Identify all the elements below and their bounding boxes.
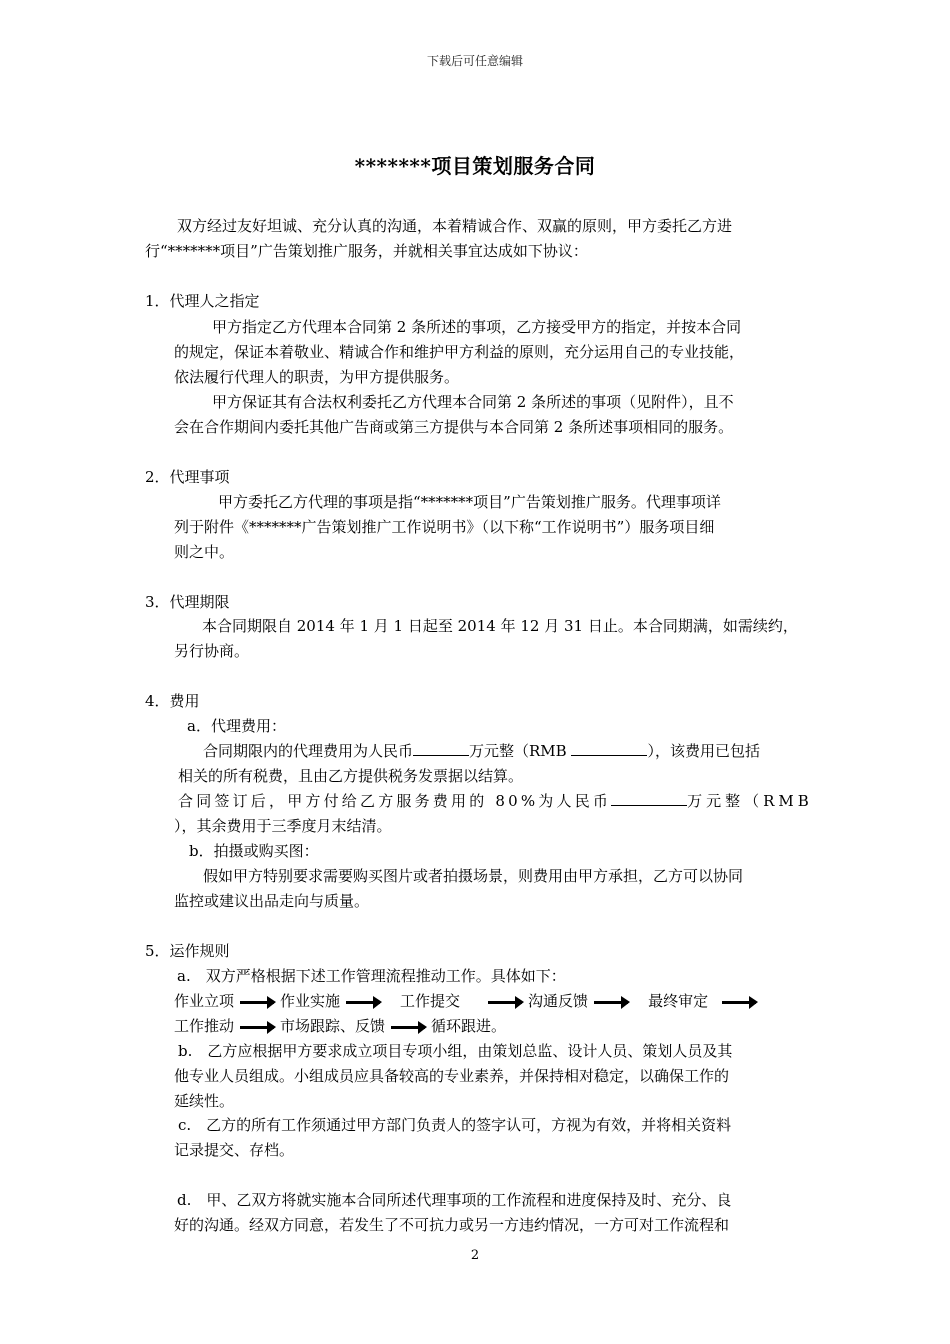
paragraph-line: a. 双方严格根据下述工作管理流程推动工作。具体如下：: [177, 967, 566, 985]
fee-line: [203, 740, 760, 762]
workflow-row: [174, 1015, 506, 1037]
fee-text: ），该费用已包括: [647, 742, 760, 760]
section-heading: 1．代理人之指定: [145, 292, 260, 310]
fee-text: 万元整（RMB: [687, 792, 813, 810]
arrow-right-icon: [240, 1026, 274, 1029]
paragraph-line: 甲方指定乙方代理本合同第 2 条所述的事项，乙方接受甲方的指定，并按本合同: [212, 318, 742, 336]
paragraph-line: c. 乙方的所有工作须通过甲方部门负责人的签字认可，方视为有效，并将相关资料: [178, 1116, 732, 1134]
section-heading: 4．费用: [145, 692, 200, 710]
workflow-row: [174, 990, 762, 1012]
workflow-step: 循环跟进。: [431, 1017, 507, 1035]
arrow-right-icon: [391, 1026, 425, 1029]
paragraph-line: 延续性。: [174, 1092, 235, 1110]
workflow-step: 最终审定: [648, 992, 709, 1010]
intro-line: 行“*******项目”广告策划推广服务，并就相关事宜达成如下协议：: [145, 242, 588, 260]
rmb-blank: [571, 741, 647, 756]
arrow-right-icon: [722, 1001, 756, 1004]
fee-text: 合同期限内的代理费用为人民币: [203, 742, 414, 760]
page-number: 2: [470, 1248, 480, 1263]
paragraph-line: 则之中。: [174, 543, 235, 561]
workflow-step: 工作推动: [174, 1017, 235, 1035]
workflow-step: 工作提交: [400, 992, 461, 1010]
paragraph-line: 他专业人员组成。小组成员应具备较高的专业素养，并保持相对稳定，以确保工作的: [174, 1067, 730, 1085]
paragraph-line: 相关的所有税费，且由乙方提供税务发票据以结算。: [178, 767, 524, 785]
arrow-right-icon: [346, 1001, 380, 1004]
subsection-label: a．代理费用：: [187, 717, 286, 735]
paragraph-line: 记录提交、存档。: [174, 1141, 295, 1159]
paragraph-line: 列于附件《*******广告策划推广工作说明书》（以下称“工作说明书”）服务项目细: [174, 518, 715, 536]
paragraph-line: 假如甲方特别要求需要购买图片或者拍摄场景，则费用由甲方承担，乙方可以协同: [203, 867, 744, 885]
paragraph-line: 的规定，保证本着敬业、精诚合作和维护甲方利益的原则，充分运用自己的专业技能，: [174, 343, 745, 361]
workflow-step: 作业立项: [174, 992, 235, 1010]
paragraph-line: 本合同期限自 2014 年 1 月 1 日起至 2014 年 12 月 31 日止。本合同期满，如需续约，: [202, 617, 798, 635]
paragraph-line: 甲方保证其有合法权利委托乙方代理本合同第 2 条所述的事项（见附件），且不: [212, 393, 734, 411]
paragraph-line: 好的沟通。经双方同意，若发生了不可抗力或另一方违约情况，一方可对工作流程和: [174, 1216, 730, 1234]
paragraph-line: 会在合作期间内委托其他广告商或第三方提供与本合同第 2 条所述事项相同的服务。: [174, 418, 734, 436]
paragraph-line: ），其余费用于三季度月末结清。: [174, 817, 392, 835]
arrow-right-icon: [594, 1001, 628, 1004]
amount-blank: [611, 791, 687, 806]
section-heading: 5．运作规则: [145, 942, 230, 960]
workflow-step: 沟通反馈: [528, 992, 589, 1010]
workflow-step: 作业实施: [280, 992, 341, 1010]
paragraph-line: 甲方委托乙方代理的事项是指“*******项目”广告策划推广服务。代理事项详: [218, 493, 721, 511]
arrow-right-icon: [488, 1001, 522, 1004]
paragraph-line: 监控或建议出品走向与质量。: [174, 892, 370, 910]
paragraph-line: 依法履行代理人的职责，为甲方提供服务。: [174, 368, 460, 386]
subsection-label: b．拍摄或购买图：: [189, 842, 319, 860]
paragraph-line: d. 甲、乙双方将就实施本合同所述代理事项的工作流程和进度保持及时、充分、良: [177, 1191, 732, 1209]
section-heading: 3．代理期限: [145, 593, 230, 611]
paragraph-line: 另行协商。: [174, 642, 250, 660]
amount-blank: [413, 741, 469, 756]
paragraph-line: b. 乙方应根据甲方要求成立项目专项小组，由策划总监、设计人员、策划人员及其: [178, 1042, 733, 1060]
fee-text: 合同签订后，甲方付给乙方服务费用的 80%为人民币: [178, 792, 612, 810]
section-heading: 2．代理事项: [145, 468, 230, 486]
fee-line: [178, 790, 813, 812]
page-header: 下载后可任意编辑: [426, 54, 523, 68]
document-title: *******项目策划服务合同: [354, 154, 596, 178]
fee-text: 万元整（RMB: [469, 742, 572, 760]
arrow-right-icon: [240, 1001, 274, 1004]
workflow-step: 市场跟踪、反馈: [280, 1017, 386, 1035]
intro-line: 双方经过友好坦诚、充分认真的沟通，本着精诚合作、双赢的原则，甲方委托乙方进: [177, 217, 733, 235]
